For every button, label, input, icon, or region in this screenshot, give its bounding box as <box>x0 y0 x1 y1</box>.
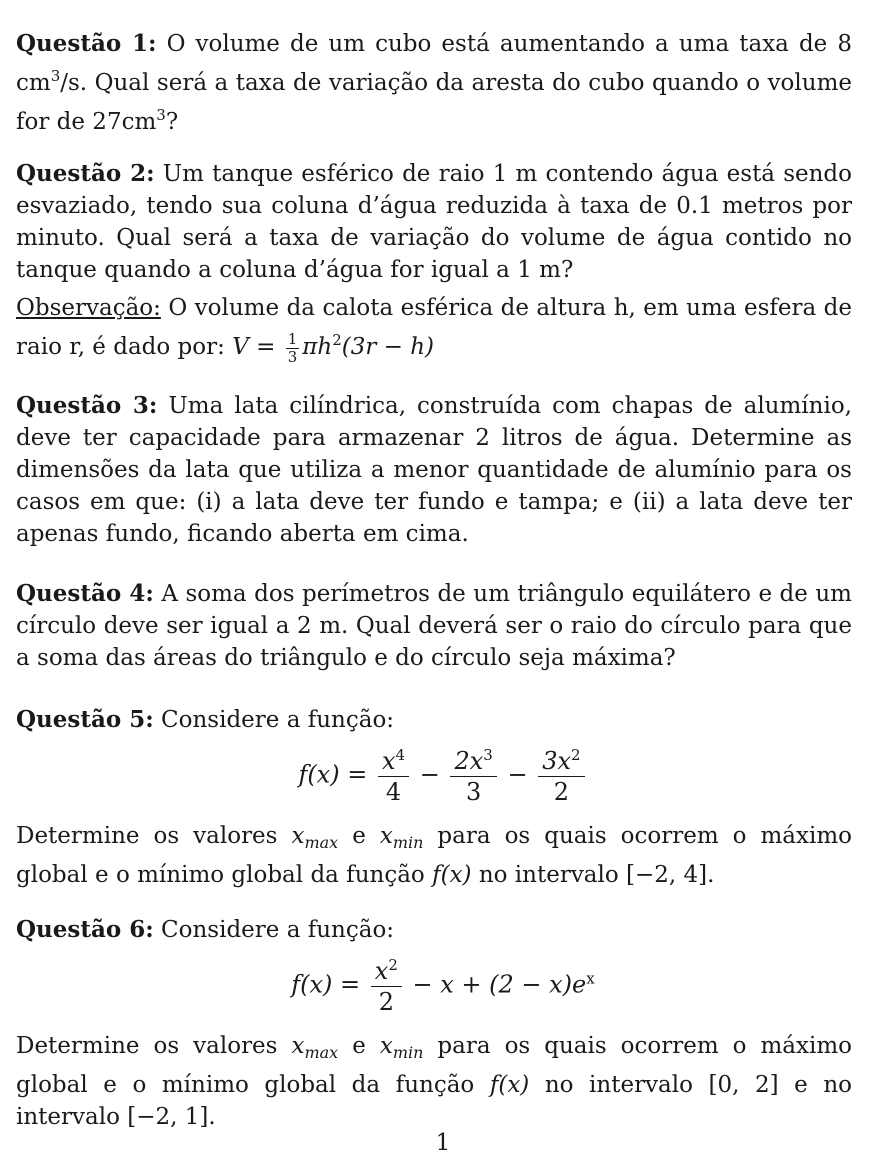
function-lhs: f(x) = <box>298 760 375 789</box>
question-1 <box>16 28 852 138</box>
question-3-text: Uma lata cilíndrica, construída com chapas de alumínio, deve ter capacidade para armazenar 2 litros de água. Determine as dimensões da lata que utiliza a menor quantidade de alumínio para os casos em que: (i) a lata deve ter fundo e tampa; e (ii) a lata deve ter apenas fundo, ficando aberta em cima. <box>16 393 852 547</box>
q6-task-c: no intervalo [0, 2] e no intervalo [−2, 1]. <box>16 1072 853 1130</box>
q6-xmax-sub: max <box>304 1043 339 1062</box>
term-3-base: 3x <box>542 747 571 775</box>
term-2 <box>450 748 496 804</box>
question-2-text: Um tanque esférico de raio 1 m contendo água está sendo esvaziado, tendo sua coluna d’água reduzida à taxa de 0.1 metros por minuto. Qual será a taxa de variação do volume de água contido no tanque quando a coluna d’água for igual a 1 m? <box>16 161 853 283</box>
term-6-1-exp: 2 <box>388 956 398 974</box>
q5-xmin: x <box>379 823 393 849</box>
q5-task-b: para os quais ocorrem o máximo global e o mínimo global da função <box>16 823 853 888</box>
term-3-numerator <box>538 748 584 777</box>
question-6-intro: Considere a função: <box>161 917 395 943</box>
question-3 <box>16 390 852 550</box>
fraction-numerator: 1 <box>287 329 298 348</box>
question-1-label: Questão 1: <box>16 30 157 57</box>
q5-task-c: no intervalo [−2, 4]. <box>471 862 715 888</box>
q5-task-a: Determine os valores <box>16 823 292 849</box>
q6-xmin: x <box>379 1033 393 1059</box>
term-1-base: x <box>381 747 396 775</box>
question-1-text-a: O volume de um cubo está aumentando a uma taxa de 8 cm <box>16 31 852 96</box>
term-3-denominator: 2 <box>553 778 569 806</box>
term-2-numerator <box>450 748 496 777</box>
term-2-base: 2x <box>454 747 484 775</box>
question-6-task <box>16 1030 852 1133</box>
question-6-function <box>0 958 886 1014</box>
term-6-1-base: x <box>374 957 389 985</box>
operator-1: − <box>419 760 440 789</box>
observation-label: Observação: <box>16 295 161 321</box>
q5-xmax-sub: max <box>304 833 339 852</box>
function-6-rest: − x + (2 − x)e <box>404 970 587 999</box>
function-6-exp: x <box>586 969 595 988</box>
question-5-intro: Considere a função: <box>161 707 395 733</box>
question-2-label: Questão 2: <box>16 160 155 187</box>
formula-lhs: V = <box>232 334 283 360</box>
q6-xmax: x <box>291 1033 305 1059</box>
question-5-label: Questão 5: <box>16 706 154 733</box>
question-1-exp-a: 3 <box>50 67 61 85</box>
question-5-function <box>0 748 886 804</box>
term-6-1-denominator: 2 <box>378 988 394 1016</box>
q6-fx: f(x) <box>489 1072 530 1098</box>
question-6 <box>16 914 852 946</box>
q5-fx: f(x) <box>432 862 472 888</box>
question-4-label: Questão 4: <box>16 580 154 607</box>
operator-2: − <box>507 760 528 789</box>
page-number: 1 <box>435 1130 451 1156</box>
q6-xmin-sub: min <box>392 1043 424 1062</box>
term-2-denominator: 3 <box>465 778 482 806</box>
term-6-1-numerator <box>371 958 402 987</box>
question-1-text-b: /s. Qual será a taxa de variação da aresta do cubo quando o volume for de 27cm <box>16 70 852 135</box>
question-3-label: Questão 3: <box>16 392 158 419</box>
sphere-cap-formula <box>232 329 435 366</box>
formula-fraction <box>286 329 300 366</box>
question-5 <box>16 704 852 736</box>
q5-xmax: x <box>291 823 305 849</box>
formula-pi-h: πh <box>302 334 333 360</box>
q6-task-a: Determine os valores <box>16 1033 292 1059</box>
observation-text: O volume da calota esférica de altura h, em uma esfera de raio r, é dado por: <box>16 295 852 360</box>
term-3 <box>538 748 584 804</box>
fraction-denominator: 3 <box>287 347 298 366</box>
question-2-observation <box>16 292 852 365</box>
term-2-exp: 3 <box>483 746 493 764</box>
q6-and: e <box>338 1033 380 1059</box>
term-3-exp: 2 <box>571 746 581 764</box>
question-4 <box>16 578 852 674</box>
term-6-1 <box>371 958 402 1014</box>
term-1 <box>378 748 409 804</box>
q5-and: e <box>338 823 380 849</box>
term-1-numerator <box>378 748 409 777</box>
q5-xmin-sub: min <box>392 833 424 852</box>
term-1-exp: 4 <box>395 746 406 764</box>
question-2 <box>16 158 852 286</box>
question-5-task <box>16 820 852 891</box>
question-4-text: A soma dos perímetros de um triângulo equilátero e de um círculo deve ser igual a 2 m. Qual deverá ser o raio do círculo para que a soma das áreas do triângulo e do círculo seja máxima? <box>16 581 852 671</box>
question-1-exp-b: 3 <box>156 106 166 124</box>
formula-exp: 2 <box>332 331 342 349</box>
q6-task-b: para os quais ocorrem o máximo global e o mínimo global da função <box>16 1033 853 1098</box>
question-6-label: Questão 6: <box>16 916 154 943</box>
function-6-lhs: f(x) = <box>291 970 368 999</box>
term-1-denominator: 4 <box>385 778 402 806</box>
formula-rest: (3r − h) <box>341 334 435 360</box>
question-1-text-c: ? <box>165 109 179 135</box>
